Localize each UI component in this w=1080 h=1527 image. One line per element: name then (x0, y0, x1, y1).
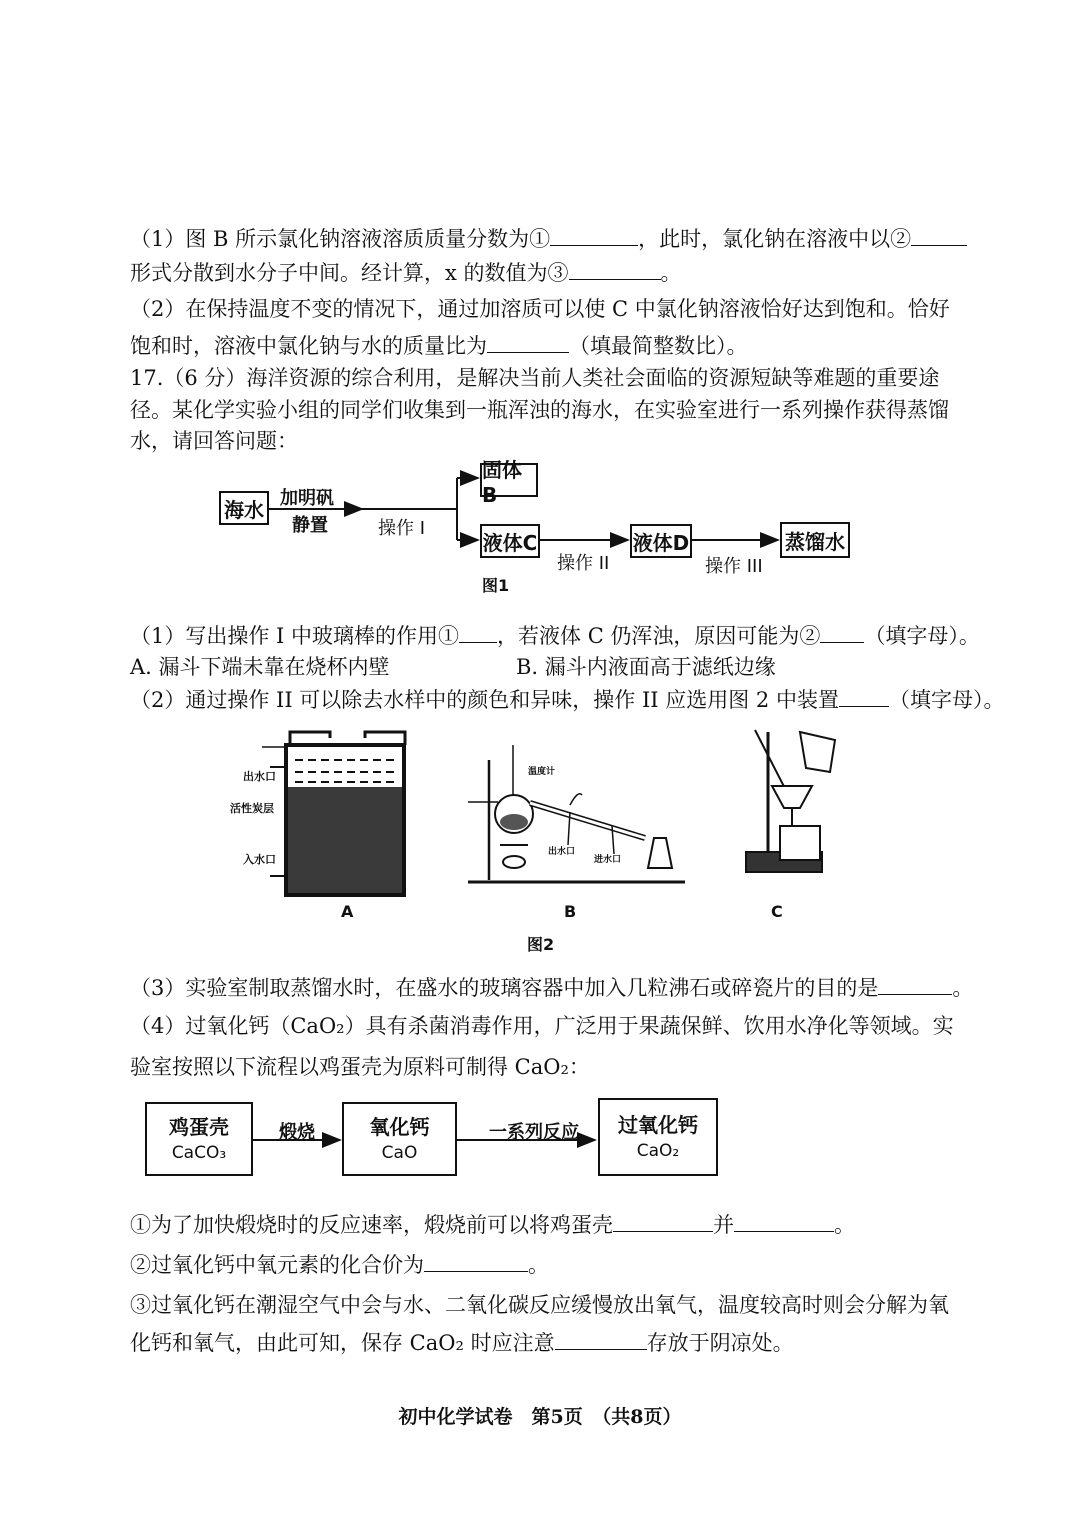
box-cao (342, 1102, 457, 1176)
figure-1-caption: 图1 (482, 576, 510, 595)
q17-s3-question: （3）实验室制取蒸馏水时，在盛水的玻璃容器中加入几粒沸石或碎瓷片的目的是 。 (130, 972, 973, 1003)
q17-s2-question: （2）通过操作 II 可以除去水样中的颜色和异味，操作 II 应选用图 2 中装置 （填字母）。 (130, 684, 1004, 715)
box-liquid-d: 液体D (630, 524, 692, 558)
eggshell-name: 鸡蛋壳 (169, 1115, 229, 1139)
box-seawater: 海水 (219, 491, 269, 525)
q17-s4-3-line1: ③过氧化钙在潮湿空气中会与水、二氧化碳反应缓慢放出氧气，温度较高时则会分解为氧 (130, 1293, 949, 1317)
cao2-formula: CaO₂ (636, 1141, 680, 1161)
label-a: A (341, 902, 354, 921)
q17-s1-option-b[interactable]: B. 漏斗内液面高于滤纸边缘 (516, 655, 776, 679)
label-op1: 操作 I (378, 518, 426, 539)
label-add-alum: 加明矾 (280, 488, 334, 509)
page-footer: 初中化学试卷 第5页 （共8页） (398, 1406, 682, 1428)
q16-p2-line2: 饱和时，溶液中氯化钠与水的质量比为 （填最简整数比）。 (130, 330, 748, 361)
box-solid-b: 固体B (480, 463, 538, 497)
box-distilled-water: 蒸馏水 (780, 522, 850, 558)
label-series-reactions: 一系列反应 (489, 1122, 579, 1143)
q17-s1-option-a[interactable]: A. 漏斗下端未靠在烧杯内壁 (130, 655, 390, 679)
q17-intro-line3: 水，请回答问题： (130, 429, 298, 453)
q16-p1-line2: 形式分散到水分子中间。经计算，x 的数值为③ 。 (130, 257, 682, 288)
q16-p1-line1: （1）图 B 所示氯化钠溶液溶质质量分数为① ，此时，氯化钠在溶液中以② (130, 223, 967, 254)
label-op3: 操作 III (705, 556, 763, 577)
label-op2: 操作 II (557, 553, 610, 574)
q17-s4-3-line2: 化钙和氧气，由此可知，保存 CaO₂ 时应注意 存放于阴凉处。 (130, 1327, 794, 1358)
label-inlet: 入水口 (243, 853, 276, 866)
answer-blank-17-4-3[interactable] (555, 1327, 647, 1350)
eggshell-formula: CaCO₃ (171, 1143, 227, 1163)
q17-s4-2: ②过氧化钙中氧元素的化合价为 。 (130, 1249, 549, 1280)
cao2-name: 过氧化钙 (618, 1113, 698, 1137)
figure-2-caption: 图2 (527, 935, 555, 954)
label-carbon-layer: 活性炭层 (230, 802, 274, 815)
cao-name: 氧化钙 (369, 1115, 430, 1139)
cao-formula: CaO (381, 1143, 418, 1163)
box-cao2 (598, 1098, 718, 1176)
answer-blank-17-4-1b[interactable] (734, 1209, 834, 1232)
q17-intro-line2: 径。某化学实验小组的同学们收集到一瓶浑浊的海水，在实验室进行一系列操作获得蒸馏 (130, 398, 949, 422)
answer-blank-17-4-1a[interactable] (613, 1209, 713, 1232)
box-liquid-c: 液体C (480, 524, 540, 558)
label-water-out-b: 出水口 (548, 847, 576, 857)
label-settle: 静置 (292, 515, 328, 536)
q17-s4-line2: 验室按照以下流程以鸡蛋壳为原料可制得 CaO₂： (130, 1055, 590, 1079)
label-c: C (771, 902, 783, 921)
q17-intro-line1: 17.（6 分）海洋资源的综合利用，是解决当前人类社会面临的资源短缺等难题的重要途 (130, 366, 940, 390)
q17-s4-line1: （4）过氧化钙（CaO₂）具有杀菌消毒作用，广泛用于果蔬保鲜、饮用水净化等领域。实 (130, 1014, 954, 1038)
q17-s1-question: （1）写出操作 I 中玻璃棒的作用① ，若液体 C 仍浑浊，原因可能为② （填字母）。 (130, 620, 980, 651)
label-calcine: 煅烧 (279, 1122, 315, 1143)
label-water-in-b: 进水口 (594, 855, 622, 865)
label-b: B (564, 902, 577, 921)
label-thermometer: 温度计 (528, 767, 556, 777)
box-eggshell (145, 1102, 253, 1176)
q16-p2-line1: （2）在保持温度不变的情况下，通过加溶质可以使 C 中氯化钠溶液恰好达到饱和。恰好 (130, 297, 950, 321)
q17-s4-1: ①为了加快煅烧时的反应速率，煅烧前可以将鸡蛋壳 并 。 (130, 1209, 855, 1240)
label-outlet: 出水口 (243, 770, 276, 783)
answer-blank-17-4-2[interactable] (424, 1249, 528, 1272)
